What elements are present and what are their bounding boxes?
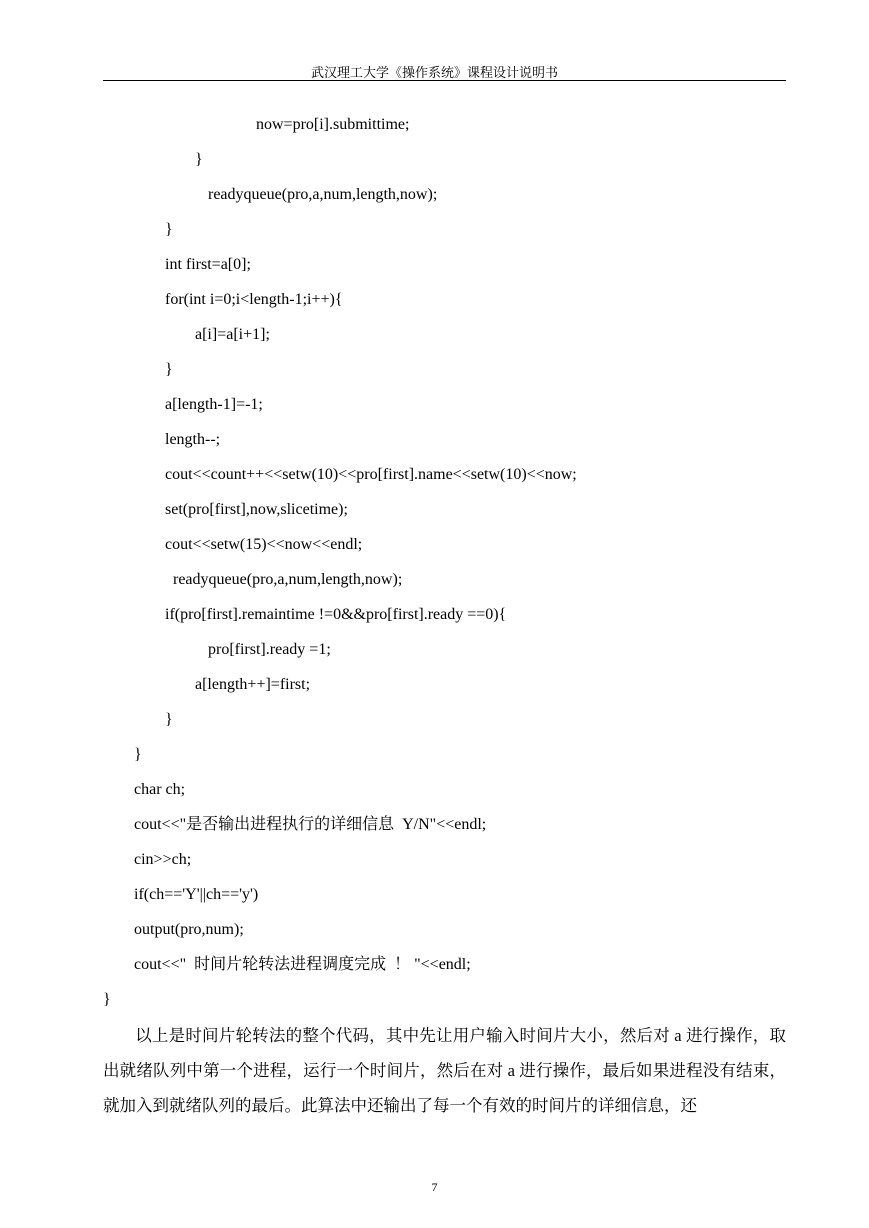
code-line: } <box>103 991 111 1008</box>
code-line: } <box>165 221 173 238</box>
code-line: for(int i=0;i<length-1;i++){ <box>165 291 343 308</box>
code-line: cin>>ch; <box>134 851 192 868</box>
code-line: cout<<" 时间片轮转法进程调度完成 ！ "<<endl; <box>134 956 471 973</box>
code-line: a[i]=a[i+1]; <box>195 326 270 343</box>
code-line: cout<<count++<<setw(10)<<pro[first].name<<setw(10)<<now; <box>165 466 577 483</box>
code-line: char ch; <box>134 781 186 798</box>
code-line: cout<<setw(15)<<now<<endl; <box>165 536 363 553</box>
code-line: } <box>195 151 203 168</box>
code-line: output(pro,num); <box>134 921 244 938</box>
code-line: set(pro[first],now,slicetime); <box>165 501 348 518</box>
header-rule <box>103 80 786 81</box>
page-number: 7 <box>431 1180 438 1194</box>
body-paragraph <box>103 1018 786 1123</box>
code-line: if(ch=='Y'||ch=='y') <box>134 886 259 903</box>
code-line: now=pro[i].submittime; <box>256 116 410 133</box>
page-header: 武汉理工大学《操作系统》课程设计说明书 <box>310 65 558 80</box>
code-line: int first=a[0]; <box>165 256 251 273</box>
code-line: } <box>165 361 173 378</box>
code-line: } <box>165 711 173 728</box>
paragraph-text: 以上是时间片轮转法的整个代码，其中先让用户输入时间片大小，然后对 a 进行操作，取出就绪队列中第一个进程，运行一个时间片，然后在对 a 进行操作，最后如果进程没有结束，就加入到就绪队列的最后。此算法中还输出了每一个有效的时间片的详细信息，还 <box>103 1026 786 1115</box>
code-line: a[length-1]=-1; <box>165 396 263 413</box>
code-line: } <box>134 746 142 763</box>
code-line: readyqueue(pro,a,num,length,now); <box>208 186 438 203</box>
code-line: length--; <box>165 431 221 448</box>
code-line: readyqueue(pro,a,num,length,now); <box>173 571 403 588</box>
code-line: pro[first].ready =1; <box>208 641 331 658</box>
code-line: a[length++]=first; <box>195 676 311 693</box>
code-line: if(pro[first].remaintime !=0&&pro[first].ready ==0){ <box>165 606 507 623</box>
code-line: cout<<"是否输出进程执行的详细信息 Y/N"<<endl; <box>134 816 487 833</box>
